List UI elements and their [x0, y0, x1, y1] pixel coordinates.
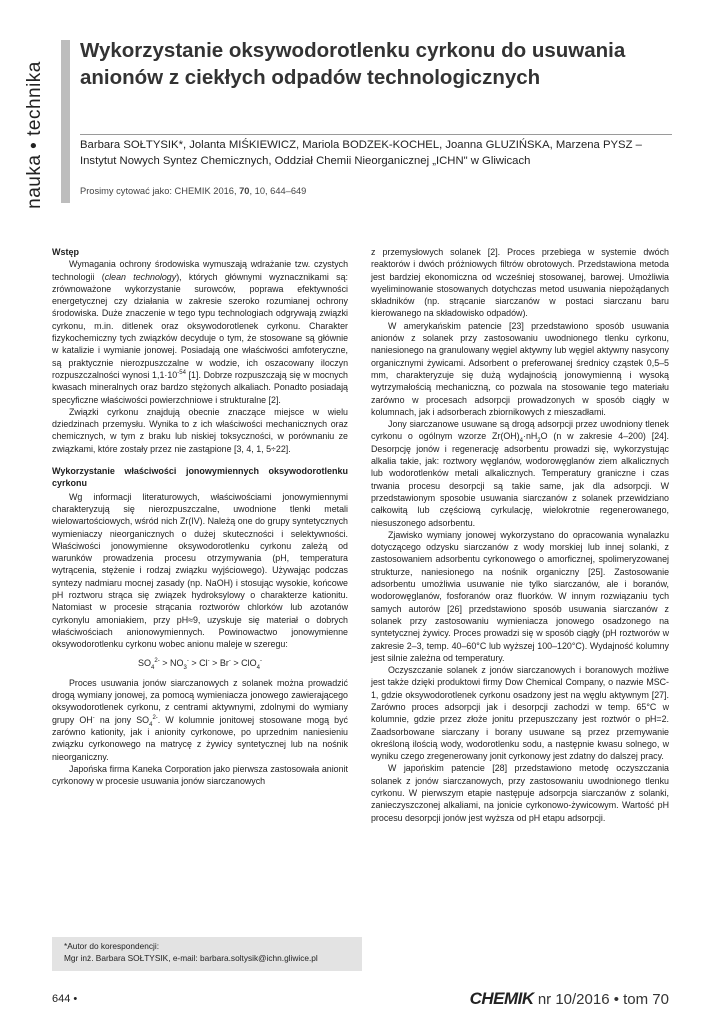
- paragraph: Zjawisko wymiany jonowej wykorzystano do opracowania wynalazku dotyczącego odzysku siarczanów z wody morskiej lub innej solanki, z zastosowaniem adsorbentu cyrkonowego o amorficznej, spolimeryzowanej strukturze, naniesionego na nośnik organiczny [25]. Zastosowanie adsorbentu umożliwia usuwanie nie tylko siarczanów, ale i boranów, wodorowęglanów, fosforanów oraz fluorków. W innym rozwiązaniu tych samych autorów [26] przedstawiono sposób usuwania siarczanów z solanek przy zastosowaniu wymieniacza jonowego osadzonego na syntetycznej żywicy. Proces prowadzi się w sposób ciągły (pH roztworów w zakresie 2–3, temp. 40–60°C lub wyższej 100–120°C). Wydajność kolumny jest silnie zależna od temperatury.: [371, 529, 669, 663]
- section-heading-intro: Wstęp: [52, 247, 79, 257]
- title-accent-bar: [61, 40, 70, 203]
- left-column: [52, 246, 348, 787]
- citation-volume: 70: [239, 186, 250, 196]
- article-title: Wykorzystanie oksywodorotlenku cyrkonu do usuwania anionów z ciekłych odpadów technologicznych: [80, 39, 626, 89]
- journal-logo: CHEMIK: [469, 989, 534, 1008]
- paragraph: W japońskim patencie [28] przedstawiono metodę oczyszczania solanek z jonów siarczanowych, przy zastosowaniu uwodnionego tlenku cyrkonu. W pierwszym etapie następuje adsorpcja siarczanów z solanki, zanieczyszczonej alkaliami, na jonicie cyrkonowo-żywicowym. Wartość pH procesu desorpcji jonów jest wyższa od pH etapu adsorpcji.: [371, 763, 669, 823]
- journal-footer: [470, 989, 669, 1009]
- paragraph: Japońska firma Kaneka Corporation jako pierwsza zastosowała anionit cyrkonowy w procesie usuwania jonów siarczanowych: [52, 763, 348, 787]
- footnote-contact: Mgr inż. Barbara SOŁTYSIK, e-mail: barbara.soltysik@ichn.gliwice.pl: [64, 953, 318, 963]
- paragraph: Oczyszczanie solanek z jonów siarczanowych i boranowych możliwe jest także dzięki produktowi firmy Dow Chemical Company, o nazwie MSC-1, gdzie oksywodorotlenek cyrkonu osadzony jest na węglu aktywnym [27]. Zarówno proces adsorpcji jak i desorpcji zachodzi w temp. 65°C w kolumnie, gdzie przez złoże jonitu przepuszczany jest roztwór o pH=2. Zaadsorbowane siarczany i borany usuwane są przez przemywanie określoną ilością wody, wodorotlenku sodu, a następnie kwasu solnego, w wyniku czego zregenerowany jonit cyrkonowy jest zdatny do dalszej pracy.: [371, 665, 669, 762]
- right-column: [371, 246, 669, 824]
- paragraph: W amerykańskim patencie [23] przedstawiono sposób usuwania anionów z solanek przy zastosowaniu uwodnionego tlenku cyrkonu, naniesionego na granulowany węgiel aktywny lub węgiel aktywny nasycony organicznymi żywicami. Adsorbent o preferowanej średnicy cząstek 0,5–5 mm, charakteryzuje się dużą wydajnością jonowymienną i wysoką wytrzymałością mechaniczną, co pozwala na stosowanie tego materiału zarówno w procesach adsorpcji prowadzonych w sposób ciągły w kolumnach, jak i adsorberach zbiornikowych z mieszadłami.: [371, 320, 669, 417]
- title-divider: [80, 134, 672, 135]
- section-heading-ion-exchange: Wykorzystanie właściwości jonowymiennych oksywodorotlenku cyrkonu: [52, 466, 348, 489]
- paragraph: Związki cyrkonu znajdują obecnie znaczące miejsce w wielu dziedzinach przemysłu. Wynika to z ich właściwości mechanicznych oraz chemicznych, w tym z braku lub niskiej toksyczności, w porównaniu ze związkami, które zostały przez nie zastąpione [3, 4, 1, 5÷22].: [52, 406, 348, 454]
- paragraph: Proces usuwania jonów siarczanowych z solanek można prowadzić drogą wymiany jonowej, za pomocą wymieniacza jonowego zawierającego oksywodorotlenek cyrkonu, z centrami aktywnymi, zdolnymi do wymiany grupy OH- na jony $SO_4^{2-}$. W kolumnie jonitowej stosowane mogą być zarówno kationity, jak i anionity cyrkonowe, po uprzednim naniesieniu związku cyrkonowego na matrycę z żywicy syntetycznej lub na nośnik nieorganiczny.: [52, 677, 348, 762]
- side-section-label-text: nauka • technika: [24, 61, 45, 209]
- citation-line: Prosimy cytować jako: CHEMIK 2016, 70, 10, 644–649: [80, 186, 307, 196]
- affinity-series-formula: $SO_4^{2-} > NO_3^- > Cl^- > Br^- > ClO_4^-$: [138, 657, 262, 671]
- journal-issue: nr 10/2016 • tom 70: [533, 991, 669, 1008]
- side-section-label: [22, 40, 48, 230]
- paragraph: Jony siarczanowe usuwane są drogą adsorpcji przez uwodniony tlenek cyrkonu o ogólnym wzorze $Zr(OH)_4\cdot nH_2O$ (n w zakresie 4–200) [24]. Desorpcję jonów i regenerację adsorbentu prowadzi się, wykorzystując alkalia takie, jak: roztwory węglanów, wodorowęglanów ziem alkalicznych lub wodorotlenków metali alkalicznych. Temperatury graniczne i czas trwania procesu desorpcji są takie same, jak dla adsorpcji. W przedstawionym sposobie usuwania siarczanów z solanek przewidziano całkowitą lub częściową cyrkulację, wielokrotnie regenerowanego, niesuszonego adsorbentu.: [371, 419, 669, 528]
- paragraph: z przemysłowych solanek [2]. Proces przebiega w systemie dwóch reaktorów i dwóch próżniowych filtrów obrotowych. Przedstawiona metoda jest bardziej ekonomiczna od wcześniej stosowanej, barowej. Umożliwia wyeliminowanie stosowanych dotychczas metod usuwania niepożądanych składników (np. strącanie siarczanów w postaci siarczanu baru kierowanego na składowisko odpadów).: [371, 247, 669, 319]
- footnote-label: *Autor do korespondencji:: [64, 941, 160, 951]
- corresponding-author-footnote: [52, 937, 362, 971]
- paragraph: Wg informacji literaturowych, właściwościami jonowymiennymi charakteryzują się nierozpuszczalne, uwodnione tlenki metali wielowartościowych, wśród nich Zr(IV). Należą one do grupy syntetycznych wymieniaczy nieorganicznych o dużej skuteczności i selektywności. Właściwości jonowymienne oksywodorotlenku cyrkonu zależą od warunków prowadzenia procesu otrzymywania (pH, temperatura wytrącenia, stężenie i rodzaj związku wyjściowego). Używając podczas syntezy nadmiaru mocnej zasady (np. NaOH) i stosując wysokie, końcowe pH roztworu strąca się związek hydroksylowy o charakterze kationitu. Natomiast w procesie strącania roztworów chlorków lub azotanów cyrkonylu amoniakiem, przy pH≈9, uzyskuje się materiał o dobrych właściwościach anionowymiennych. Powinowactwo jonowymienne oksywodorotlenku cyrkonu wobec anionu maleje w szeregu:: [52, 491, 348, 650]
- paragraph: Wymagania ochrony środowiska wymuszają wdrażanie tzw. czystych technologii (clean technology), których głównymi wyznacznikami są: zrównoważone wykorzystanie surowców, poprawa efektywności energetycznej czy działania w zakresie szeroko rozumianej ochrony środowiska. Duże znaczenie w tego typu technologiach odgrywają związki cyrkonu, m.in. ditlenek oraz oksywodorotlenek cyrkonu. Charakter fizykochemiczny tych związków decyduje o tym, że stosowane są głównie w katalizie i wymianie jonowej. Posiadają one właściwości amfoteryczne, są praktycznie nierozpuszczalne w wodzie, ich oszacowany iloczyn rozpuszczalności wynosi $1,1\cdot 10^{-54}$ [1]. Dobrze rozpuszczają się w mocnych kwasach mineralnych oraz bardzo stężonych alkaliach. Ponadto posiadają specyficzne właściwości powierzchniowe i strukturalne [2].: [52, 259, 348, 405]
- page-number: 644 •: [52, 993, 78, 1005]
- authors-affiliation: Barbara SOŁTYSIK*, Jolanta MIŚKIEWICZ, Mariola BODZEK-KOCHEL, Joanna GLUZIŃSKA, Marzena PYSZ – Instytut Nowych Syntez Chemicznych, Oddział Chemii Nieorganicznej „ICHN" w Gliwicach: [80, 139, 642, 167]
